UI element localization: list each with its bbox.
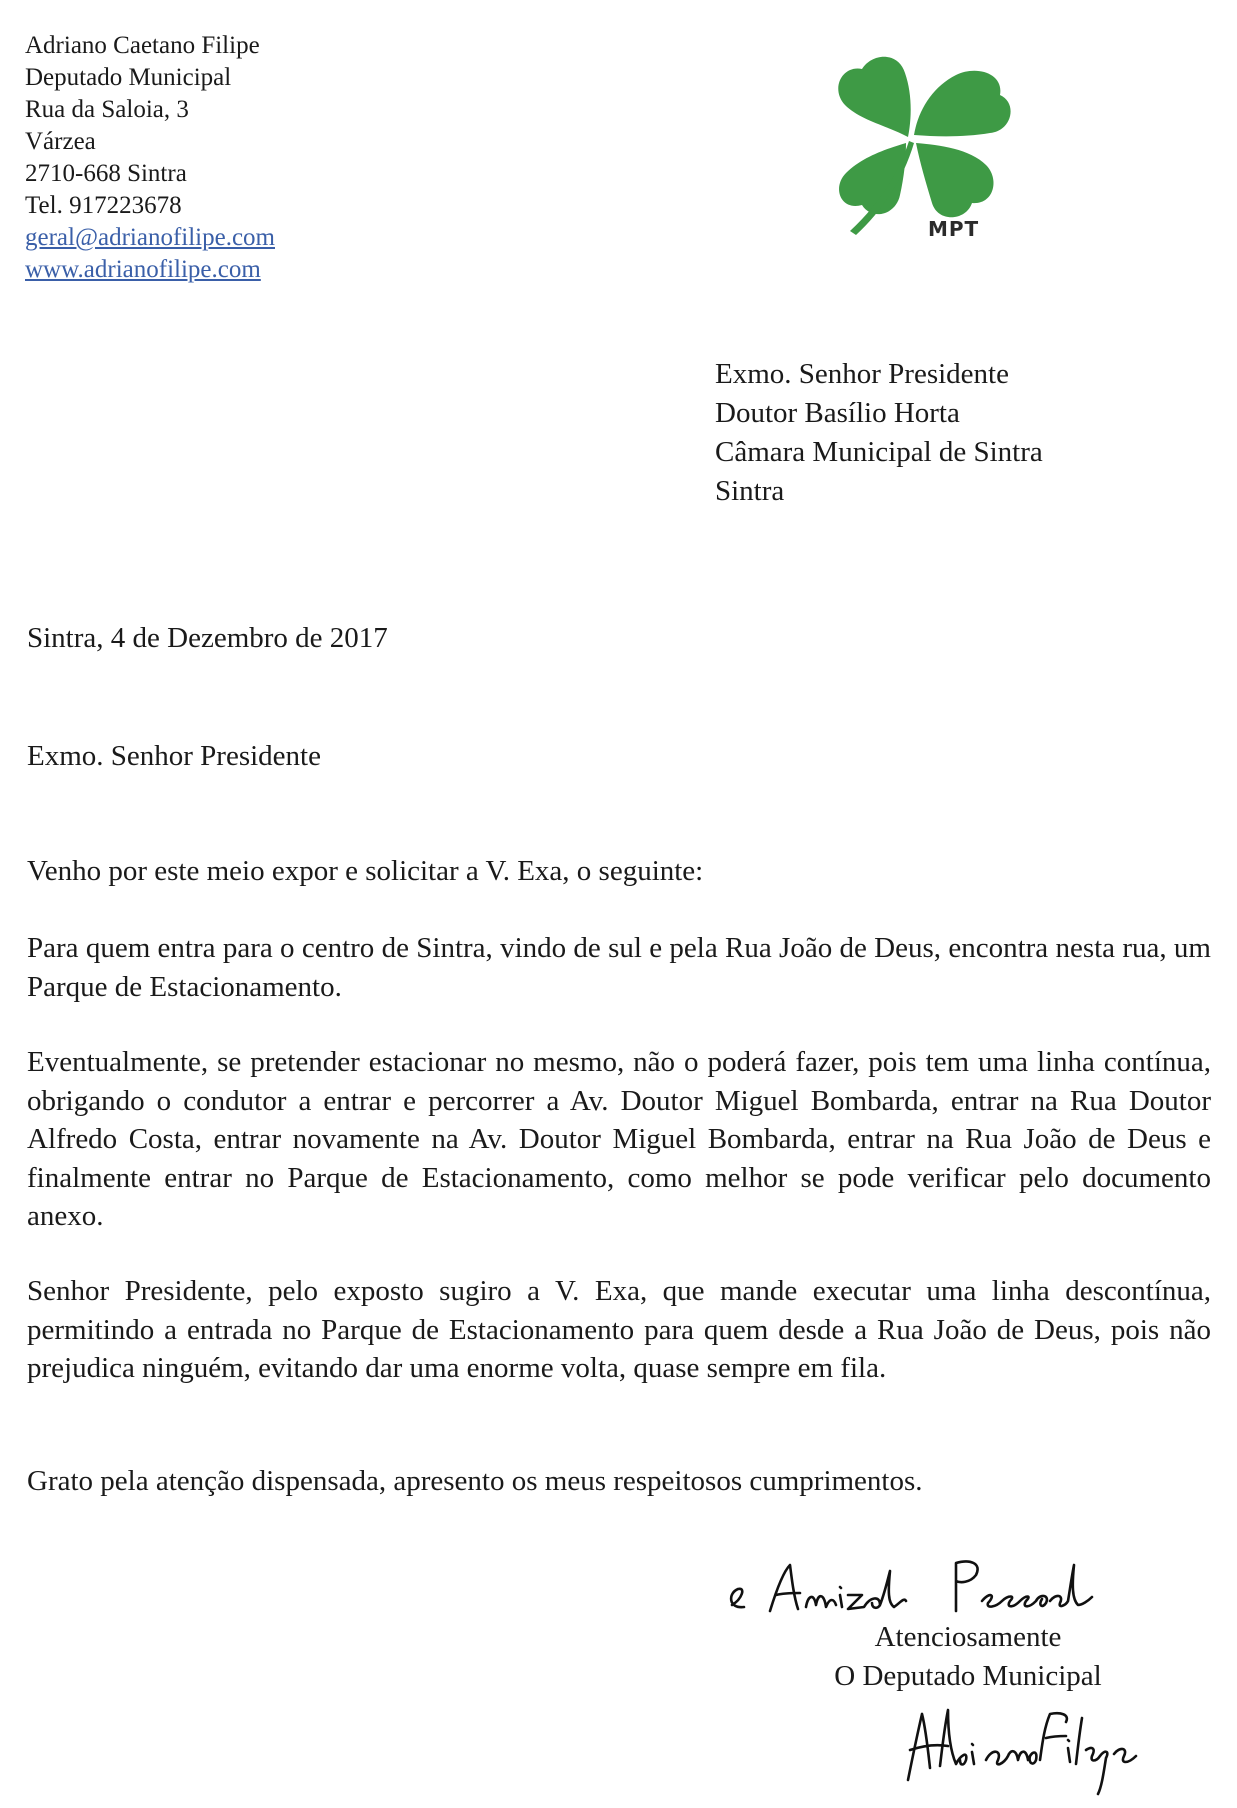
handwritten-note-drawing xyxy=(720,1535,1120,1625)
closing-line: Atenciosamente xyxy=(874,1621,1062,1653)
sender-role: Deputado Municipal xyxy=(25,64,232,91)
body-paragraph: Grato pela atenção dispensada, apresento os meus respeitosos cumprimentos. xyxy=(27,1465,923,1497)
body-paragraph: Venho por este meio expor e solicitar a V. Exa, o seguinte: xyxy=(27,855,704,887)
body-paragraph: Senhor Presidente, pelo exposto sugiro a V. Exa, que mande executar uma linha descontínua, permitindo a entrada no Parque de Estacionamento para quem desde a Rua João de Deus, pois não prejudica ninguém, evitando dar uma enorme volta, quase sempre em fila. xyxy=(27,1275,1211,1384)
salutation: Exmo. Senhor Presidente xyxy=(27,740,321,772)
four-leaf-clover-icon xyxy=(790,45,1040,255)
sender-block xyxy=(25,30,275,286)
logo-text: MPT xyxy=(928,217,980,241)
sender-email-link[interactable]: geral@adrianofilipe.com xyxy=(25,224,275,251)
recipient-line: Sintra xyxy=(715,475,785,507)
sender-street: Rua da Saloia, 3 xyxy=(25,96,189,123)
recipient-line: Câmara Municipal de Sintra xyxy=(715,436,1043,468)
sender-phone: Tel. 917223678 xyxy=(25,192,182,219)
closing-line: O Deputado Municipal xyxy=(834,1660,1102,1692)
recipient-line: Exmo. Senhor Presidente xyxy=(715,358,1009,390)
body-paragraph: Eventualmente, se pretender estacionar no mesmo, não o poderá fazer, pois tem uma linha contínua, obrigando o condutor a entrar e percorrer a Av. Doutor Miguel Bombarda, entrar na Rua Doutor Alfredo Costa, entrar novamente na Av. Doutor Miguel Bombarda, entrar na Rua João de Deus e finalmente entrar no Parque de Estacionamento, como melhor se pode verificar pelo documento anexo. xyxy=(27,1046,1211,1232)
letter-date: Sintra, 4 de Dezembro de 2017 xyxy=(27,622,388,654)
recipient-line: Doutor Basílio Horta xyxy=(715,397,960,429)
body-paragraph: Para quem entra para o centro de Sintra, vindo de sul e pela Rua João de Deus, encontra nesta rua, um Parque de Estacionamento. xyxy=(27,932,1211,1003)
mpt-logo xyxy=(790,45,1040,255)
recipient-block xyxy=(715,355,1043,511)
signature-drawing xyxy=(900,1690,1150,1800)
sender-postal: 2710-668 Sintra xyxy=(25,160,187,187)
sender-website-link[interactable]: www.adrianofilipe.com xyxy=(25,256,261,283)
signature xyxy=(900,1690,1150,1800)
handwritten-note xyxy=(720,1535,1120,1625)
sender-name: Adriano Caetano Filipe xyxy=(25,32,260,59)
sender-locality: Várzea xyxy=(25,128,96,155)
closing-block xyxy=(818,1618,1118,1696)
